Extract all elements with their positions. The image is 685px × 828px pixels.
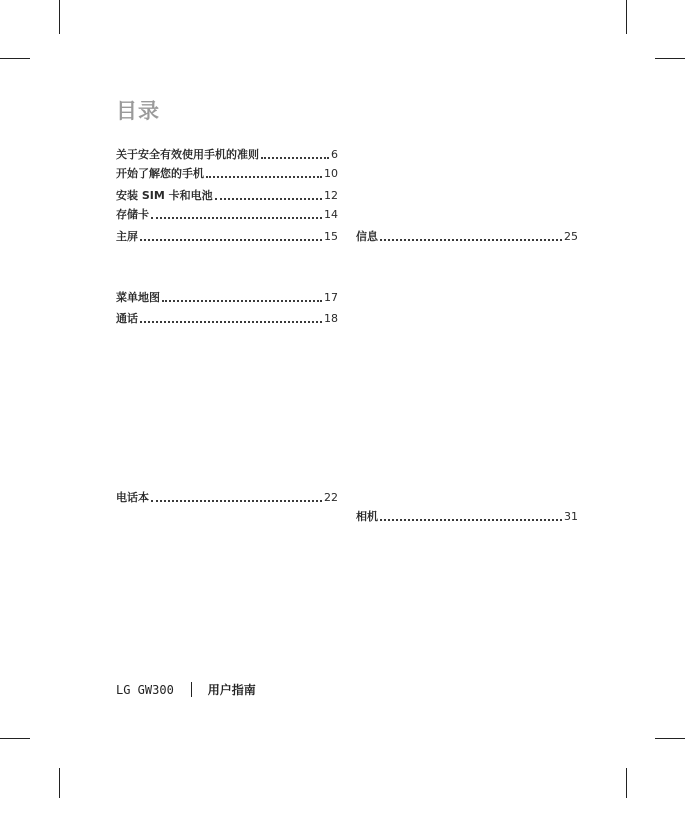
crop-mark xyxy=(626,768,627,798)
toc-entry-label: 相机 xyxy=(356,510,378,523)
toc-entry-home-screen[interactable] xyxy=(116,230,338,244)
toc-entry-label: 存储卡 xyxy=(116,208,149,221)
toc-entry-label: 主屏 xyxy=(116,230,138,243)
toc-page-number: 12 xyxy=(324,189,338,202)
toc-page-number: 25 xyxy=(564,230,578,243)
page-footer xyxy=(116,681,256,698)
toc-entry-camera[interactable] xyxy=(356,510,578,524)
toc-entry-label: 开始了解您的手机 xyxy=(116,167,204,180)
toc-entry-label: 通话 xyxy=(116,312,138,325)
dot-leader xyxy=(151,500,322,502)
toc-entry-memory-card[interactable] xyxy=(116,208,338,222)
toc-page-number: 15 xyxy=(324,230,338,243)
dot-leader xyxy=(261,157,329,159)
page-title: 目录 xyxy=(116,99,160,123)
toc-page-number: 10 xyxy=(324,167,338,180)
crop-mark xyxy=(655,738,685,739)
footer-model: LG GW300 xyxy=(116,682,174,697)
toc-page-number: 22 xyxy=(324,491,338,504)
dot-leader xyxy=(380,519,562,521)
crop-mark xyxy=(59,768,60,798)
toc-entry-label: 电话本 xyxy=(116,491,149,504)
toc-entry-install-sim[interactable] xyxy=(116,189,338,203)
crop-mark xyxy=(626,0,627,34)
dot-leader xyxy=(380,239,562,241)
crop-mark xyxy=(0,738,30,739)
footer-guide-label: 用户指南 xyxy=(207,683,256,697)
toc-entry-label: 信息 xyxy=(356,230,378,243)
toc-page-number: 6 xyxy=(331,148,338,161)
dot-leader xyxy=(206,176,322,178)
toc-entry-calls[interactable] xyxy=(116,312,338,326)
toc-page-number: 17 xyxy=(324,291,338,304)
dot-leader xyxy=(140,321,322,323)
crop-mark xyxy=(0,58,30,59)
dot-leader xyxy=(140,239,322,241)
footer-separator xyxy=(191,682,192,697)
toc-entry-getting-to-know[interactable] xyxy=(116,167,338,181)
toc-entry-contacts[interactable] xyxy=(116,491,338,505)
toc-page-number: 18 xyxy=(324,312,338,325)
dot-leader xyxy=(151,217,322,219)
toc-entry-label: 关于安全有效使用手机的准则 xyxy=(116,148,259,161)
toc-page-number: 14 xyxy=(324,208,338,221)
toc-entry-label: 安装 SIM 卡和电池 xyxy=(116,189,213,202)
toc-entry-label: 菜单地图 xyxy=(116,291,160,304)
crop-mark xyxy=(655,58,685,59)
crop-mark xyxy=(59,0,60,34)
toc-entry-messaging[interactable] xyxy=(356,230,578,244)
toc-entry-menu-map[interactable] xyxy=(116,291,338,305)
dot-leader xyxy=(162,300,322,302)
dot-leader xyxy=(215,198,322,200)
toc-page-number: 31 xyxy=(564,510,578,523)
toc-entry-safety[interactable] xyxy=(116,148,338,162)
